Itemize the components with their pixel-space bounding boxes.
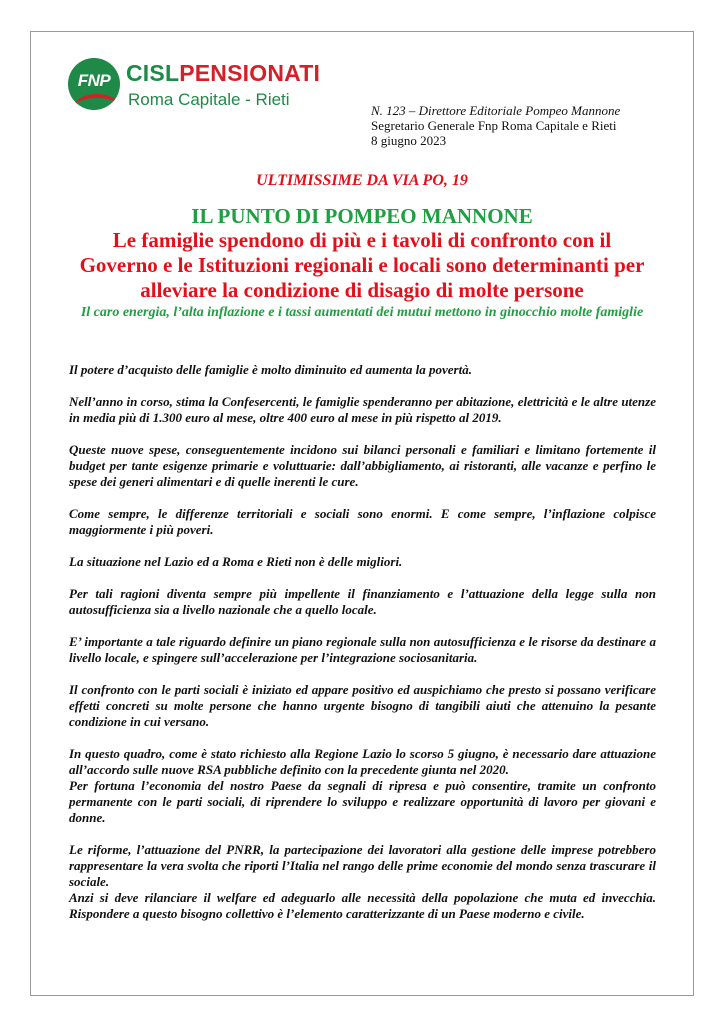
kicker-title: ULTIMISSIME DA VIA PO, 19 [256,172,468,189]
paragraph: Il confronto con le parti sociali è iniziato ed appare positivo ed auspichiamo che presto si possano verificare effetti concreti su molte persone che hanno urgente bisogno di tangibili aiuti che attenuino la pesante condizione in cui versano. [69,682,656,729]
paragraph: Per fortuna l’economia del nostro Paese da segnali di ripresa e può consentire, tramite un confronto permanente con le parti sociali, di riprendere lo sviluppo e realizzare opportunità di lavoro per giovani e donne. [69,778,656,825]
logo-title-cisl: CISL [126,60,180,86]
role-line: Segretario Generale Fnp Roma Capitale e Rieti [371,118,617,133]
paragraph: Queste nuove spese, conseguentemente incidono sui bilanci personali e familiari e limitano fortemente il budget per tante esigenze primarie e voluttuarie: dall’abbigliamento, ai ristoranti, alle vacanze e perfino le spese dei generi alimentari e di quelle inerenti le cure. [69,442,656,489]
paragraph: Le riforme, l’attuazione del PNRR, la partecipazione dei lavoratori alla gestione delle imprese potrebbero rappresentare la vera svolta che riporti l’Italia nel rango delle prime economie del mondo senza trascurare il sociale. [69,842,656,889]
headline-red: Le famiglie spendono di più e i tavoli di confronto con il Governo e le Istituzioni regionali e locali sono determinanti per alleviare la condizione di disagio di molte persone [79,228,645,302]
paragraph: Il potere d’acquisto delle famiglie è molto diminuito ed aumenta la povertà. [69,362,472,377]
fnp-badge-icon [68,58,120,110]
logo-badge-text: FNP [77,71,111,90]
fnp-cisl-logo [68,58,324,114]
date-line: 8 giugno 2023 [371,133,447,148]
paragraph: Per tali ragioni diventa sempre più impellente il finanziamento e l’attuazione della legge sulla non autosufficienza sia a livello nazionale che a quello locale. [69,586,656,617]
paragraph: Nell’anno in corso, stima la Confesercenti, le famiglie spenderanno per abitazione, elettricità e le altre utenze in media più di 1.300 euro al mese, oltre 400 euro al mese in più rispetto al 2019. [69,394,656,425]
paragraph: E’ importante a tale riguardo definire un piano regionale sulla non autosufficienza e le risorse da destinare a livello locale, e spingere sull’accelerazione per l’integrazione sociosanitaria. [69,634,656,665]
subheadline: Il caro energia, l’alta inflazione e i tassi aumentati dei mutui mettono in ginocchio molte famiglie [80,305,644,320]
paragraph: Come sempre, le differenze territoriali e sociali sono enormi. E come sempre, l’inflazione colpisce maggiormente i più poveri. [69,506,656,537]
logo-subtitle: Roma Capitale - Rieti [128,90,290,109]
article-body [69,362,656,922]
logo-arc [74,94,120,110]
logo-title [126,60,320,87]
issue-line: N. 123 – Direttore Editoriale Pompeo Mannone [371,103,621,118]
logo-title-pensionati: PENSIONATI [179,60,321,86]
paragraph: Anzi si deve rilanciare il welfare ed adeguarlo alle necessità della popolazione che muta ed invecchia. Rispondere a questo bisogno collettivo è l’elemento caratterizzante di un Paese moderno e civile. [69,890,656,921]
headline-green: IL PUNTO DI POMPEO MANNONE [191,204,533,228]
paragraph: In questo quadro, come è stato richiesto alla Regione Lazio lo scorso 5 giugno, è necessario dare attuazione all’accordo sulle nuove RSA pubbliche definito con la precedente giunta nel 2020. [69,746,656,777]
paragraph: La situazione nel Lazio ed a Roma e Rieti non è delle migliori. [69,554,403,569]
header-info [371,103,620,148]
